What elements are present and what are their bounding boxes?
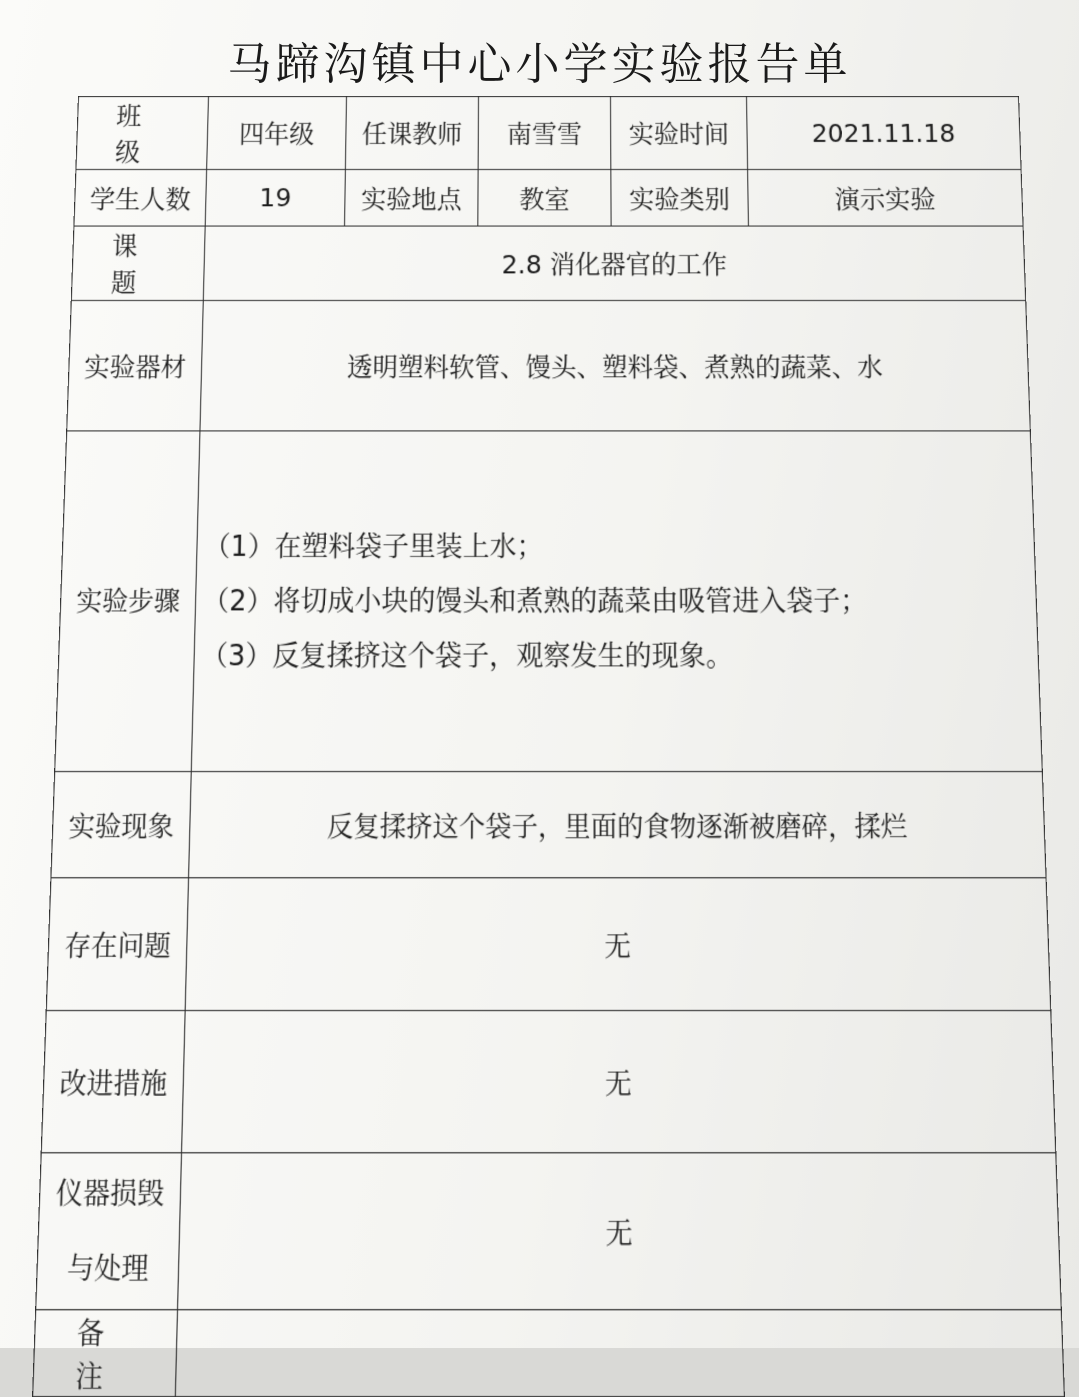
step-item: （1）在塑料袋子里装上水； [203,531,544,564]
students-label: 学生人数 [74,170,207,227]
steps-list [191,431,1042,772]
table-row [74,170,1023,227]
table-row [71,226,1025,300]
students-value: 19 [205,170,345,227]
damage-value: 无 [178,1153,1062,1310]
class-value: 四年级 [207,96,347,169]
materials-value: 透明塑料软管、馒头、塑料袋、煮熟的蔬菜、水 [200,300,1030,430]
time-value: 2021.11.18 [747,96,1022,169]
report-title: 马蹄沟镇中心小学实验报告单 [227,39,852,90]
improvements-value: 无 [182,1011,1056,1153]
topic-value: 2.8 消化器官的工作 [203,226,1025,300]
teacher-value: 南雪雪 [478,96,611,169]
improvements-label: 改进措施 [41,1011,185,1153]
table-row [41,1011,1056,1153]
steps-label: 实验步骤 [55,431,200,772]
place-label: 实验地点 [345,170,479,227]
remarks-value [175,1310,1064,1397]
table-row [55,431,1043,772]
problems-value: 无 [185,878,1051,1011]
damage-label-line2: 与处理 [66,1250,150,1285]
phenomenon-label: 实验现象 [51,772,191,878]
place-value: 教室 [478,170,611,227]
damage-label-line1: 仪器损毁 [55,1175,165,1210]
problems-label: 存在问题 [46,878,188,1011]
table-row [51,772,1046,878]
topic-label: 课 题 [71,226,205,300]
teacher-label: 任课教师 [345,96,478,169]
materials-label: 实验器材 [67,300,204,430]
phenomenon-value: 反复揉挤这个袋子，里面的食物逐渐被磨碎，揉烂 [189,772,1047,878]
report-table [32,96,1065,1397]
table-row [67,300,1031,430]
type-label: 实验类别 [611,170,749,227]
table-row [76,96,1021,169]
table-row [46,878,1051,1011]
damage-label [36,1153,182,1310]
type-value: 演示实验 [748,170,1023,227]
step-item: （2）将切成小块的馒头和煮熟的蔬菜由吸管进入袋子； [201,585,868,618]
table-row [33,1310,1065,1397]
time-label: 实验时间 [611,96,748,169]
step-item: （3）反复揉挤这个袋子，观察发生的现象。 [200,640,734,673]
remarks-label: 备 注 [33,1310,178,1397]
table-row [36,1153,1062,1310]
class-label: 班 级 [76,96,209,169]
